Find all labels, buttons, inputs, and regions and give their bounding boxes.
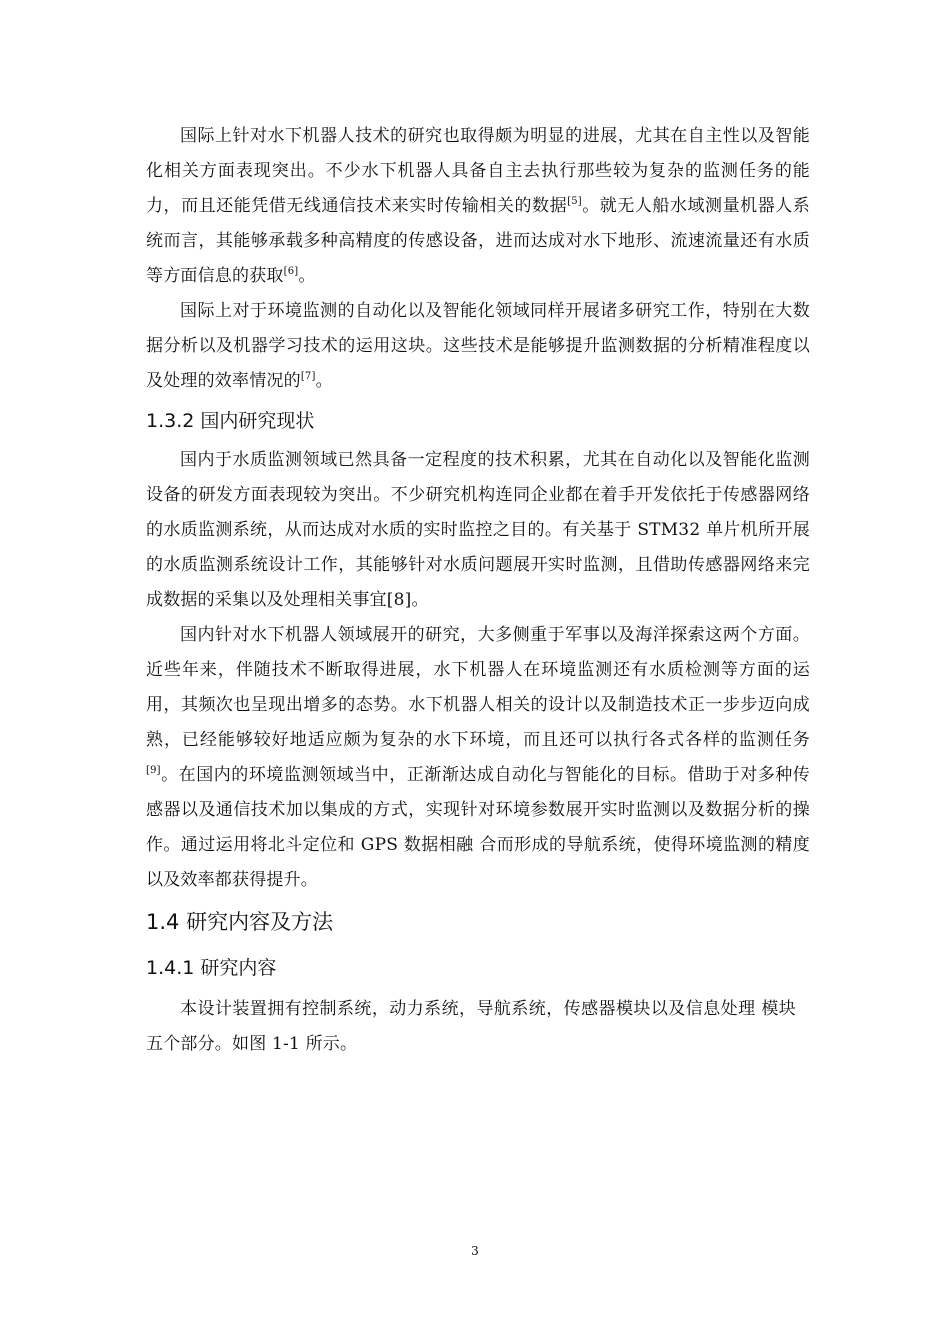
paragraph-text: 。 — [315, 371, 333, 391]
section-heading-1-4-1: 1.4.1 研究内容 — [146, 957, 277, 979]
paragraph-domestic-underwater-robots — [146, 618, 810, 898]
paragraph-research-content: 本设计装置拥有控制系统，动力系统，导航系统，传感器模块以及信息处理 模块五个部分。如图 1-1 所示。 — [146, 999, 796, 1054]
paragraph-text: 。 — [298, 266, 316, 286]
citation-ref: [5] — [567, 196, 582, 207]
citation-ref: [9] — [146, 765, 161, 776]
section-heading-1-4: 1.4 研究内容及方法 — [146, 910, 334, 934]
citation-ref: [7] — [300, 371, 316, 382]
paragraph-text: 国内针对水下机器人领域展开的研究，大多侧重于军事以及海洋探索这两个方面。近些年来，伴随技术不断取得进展，水下机器人在环境监测还有水质检测等方面的运用，其频次也呈现出增多的态势。水下机器人相关的设计以及制造技术正一步步迈向成熟，已经能够较好地适应颇为复杂的水下环境，而且还可以执行各式各样的监测任务 — [146, 625, 810, 750]
paragraph-intl-env-monitoring — [146, 294, 810, 399]
paragraph-domestic-water-monitoring: 国内于水质监测领域已然具备一定程度的技术积累，尤其在自动化以及智能化监测设备的研发方面表现较为突出。不少研究机构连同企业都在着手开发依托于传感器网络的水质监测系统，从而达成对水质的实时监控之目的。有关基于 STM32 单片机所开展的水质监测系统设计工作，其能够针对水质问题展开实时监测，且借助传感器网络来完成数据的采集以及处理相关事宜[8]。 — [146, 450, 810, 610]
paragraph-text: 国际上针对水下机器人技术的研究也取得颇为明显的进展，尤其在自主性以及智能化相关方面表现突出。不少水下机器人具备自主去执行那些较为复杂的监测任务的能力，而且还能凭借无线通信技术来实时传输相关的数据 — [146, 126, 810, 216]
paragraph-intl-underwater-robots — [146, 119, 810, 294]
paragraph-text: 。就无人船水域测量机器人系统而言，其能够承载多种高精度的传感设备，进而达成对水下地形、流速流量还有水质等方面信息的获取 — [146, 196, 810, 286]
paragraph-text: 。在国内的环境监测领域当中，正渐渐达成自动化与智能化的目标。借助于对多种传感器以及通信技术加以集成的方式，实现针对环境参数展开实时监测以及数据分析的操作。通过运用将北斗定位和 GPS 数据相融 合而形成的导航系统，使得环境监测的精度以及效率都获得提升。 — [146, 765, 810, 890]
citation-ref: [6] — [283, 266, 299, 277]
section-heading-1-3-2: 1.3.2 国内研究现状 — [146, 410, 315, 432]
page-content — [146, 119, 810, 1062]
page-number: 3 — [471, 1244, 479, 1258]
paragraph-text: 国际上对于环境监测的自动化以及智能化领域同样开展诸多研究工作，特别在大数据分析以及机器学习技术的运用这块。这些技术是能够提升监测数据的分析精准程度以及处理的效率情况的 — [146, 301, 810, 391]
